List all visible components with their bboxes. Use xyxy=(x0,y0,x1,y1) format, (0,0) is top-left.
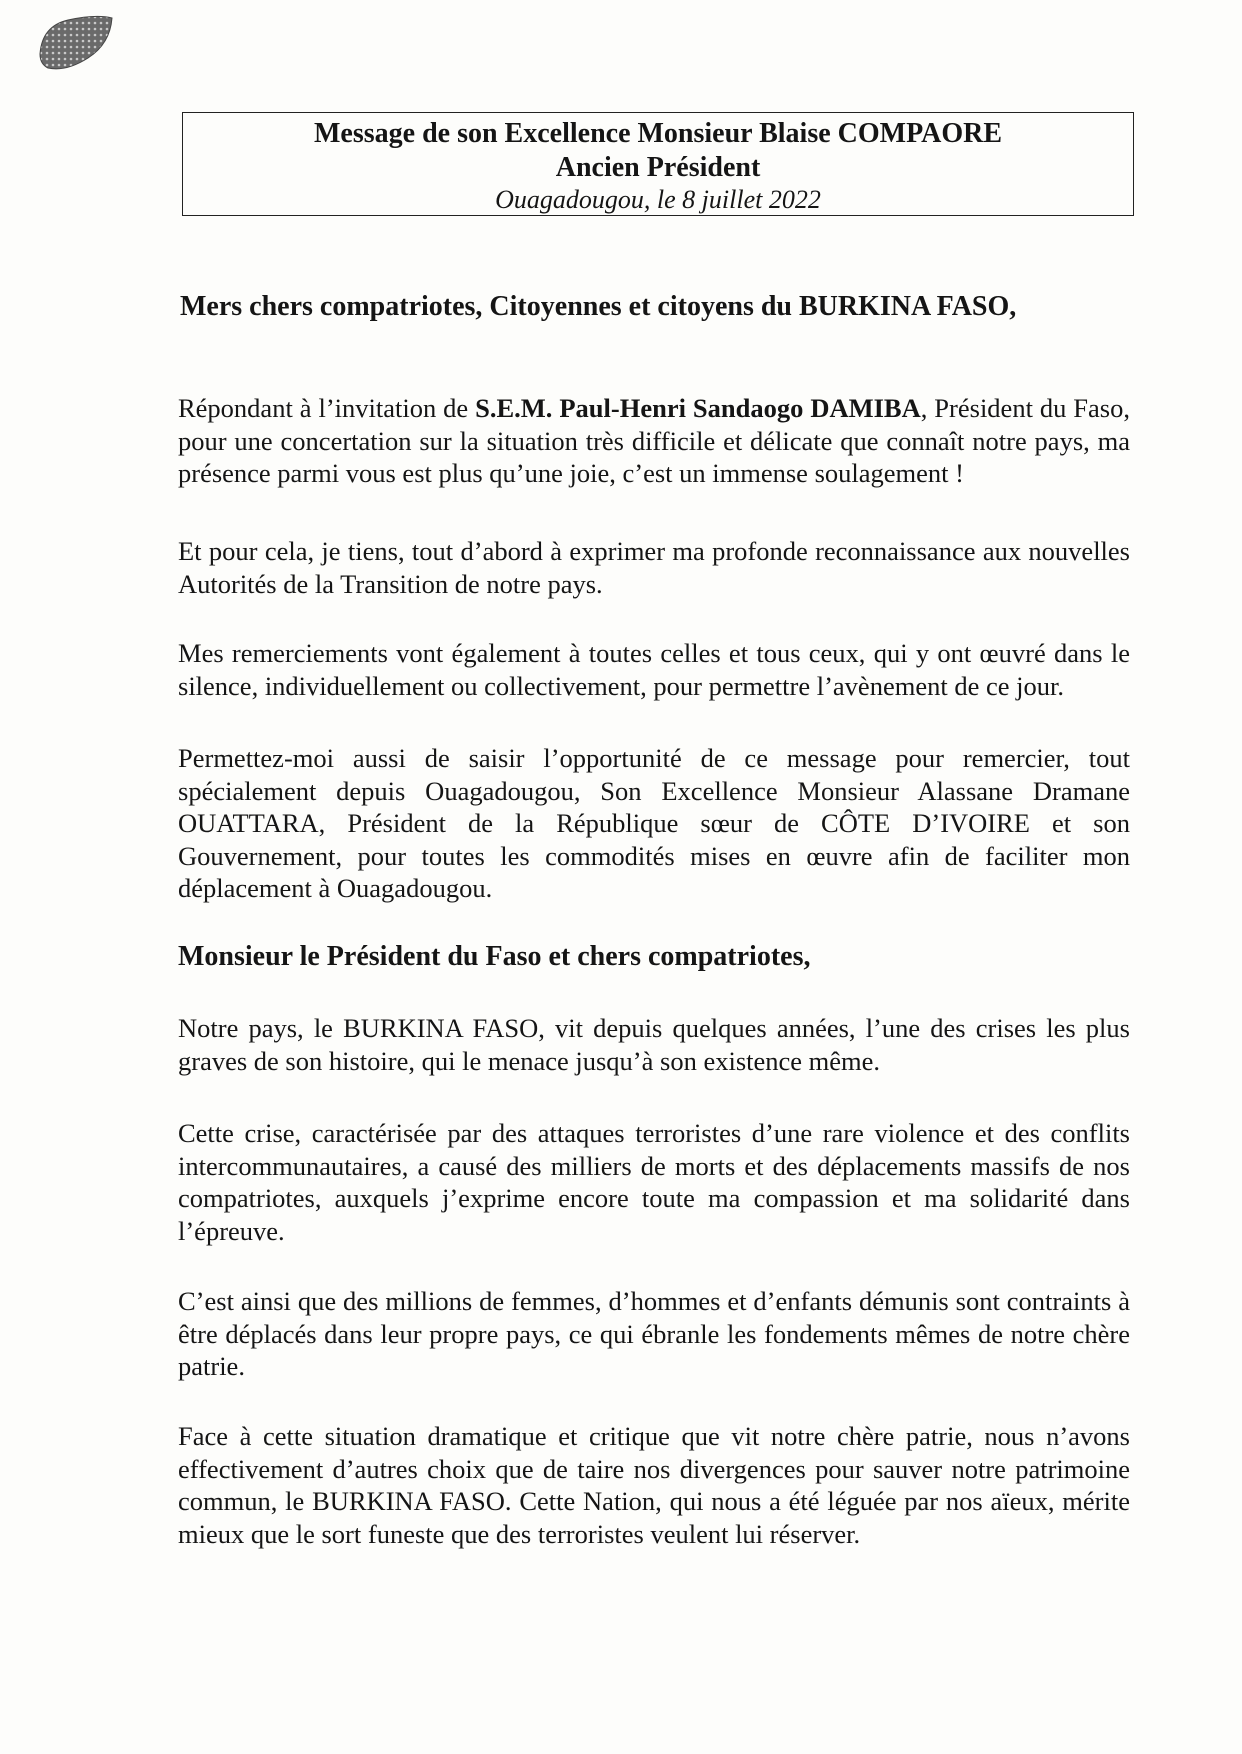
paragraph-invitation-start: Répondant à l’invitation de xyxy=(178,393,476,423)
paragraph-ivory-coast: Permettez-moi aussi de saisir l’opportunité de ce message pour remercier, tout spécialement depuis Ouagadougou, Son Excellence Monsieur Alassane Dramane OUATTARA, Président de la République sœur de CÔTE D’IVOIRE et son Gouvernement, pour toutes les commodités mises en œuvre afin de faciliter mon déplacement à Ouagadougou. xyxy=(178,743,1130,903)
header-box xyxy=(182,112,1134,216)
paragraph-gratitude: Et pour cela, je tiens, tout d’abord à exprimer ma profonde reconnaissance aux nouvelles Autorités de la Transition de notre pays. xyxy=(178,536,1130,599)
paragraph-terrorism: Cette crise, caractérisée par des attaques terroristes d’une rare violence et des conflits intercommunautaires, a causé des milliers de morts et des déplacements massifs de nos compatriotes, auxquels j’exprime encore toute ma compassion et ma solidarité dans l’épreuve. xyxy=(178,1118,1130,1246)
paragraph-displaced: C’est ainsi que des millions de femmes, d’hommes et d’enfants démunis sont contraints à être déplacés dans leur propre pays, ce qui ébranle les fondements mêmes de notre chère patrie. xyxy=(178,1286,1130,1381)
salutation-citizens: Mers chers compatriotes, Citoyennes et citoyens du BURKINA FASO, xyxy=(180,291,1017,322)
salutation-president: Monsieur le Président du Faso et chers compatriotes, xyxy=(178,941,811,972)
paragraph-thanks: Mes remerciements vont également à toutes celles et tous ceux, qui y ont œuvré dans le silence, individuellement ou collectivement, pour permettre l’avènement de ce jour. xyxy=(178,638,1130,701)
paragraph-invitation xyxy=(178,392,1130,490)
paragraph-nation: Face à cette situation dramatique et critique que vit notre chère patrie, nous n’avons effectivement d’autres choix que de taire nos divergences pour sauver notre patrimoine commun, le BURKINA FASO. Cette Nation, qui nous a été léguée par nos aïeux, mérite mieux que le sort funeste que des terroristes veulent lui réserver. xyxy=(178,1421,1130,1549)
header-title: Message de son Excellence Monsieur Blaise COMPAORE xyxy=(314,118,1002,149)
president-name: S.E.M. Paul-Henri Sandaogo DAMIBA xyxy=(475,393,921,423)
header-place-date: Ouagadougou, le 8 juillet 2022 xyxy=(495,185,821,214)
paragraph-crisis: Notre pays, le BURKINA FASO, vit depuis quelques années, l’une des crises les plus graves de son histoire, qui le menace jusqu’à son existence même. xyxy=(178,1013,1130,1076)
paragraph-invitation-end: , Président du Faso, pour une concertation sur la situation très difficile et délicate que connaît notre pays, ma présence parmi vous est plus qu’une joie, c’est un immense soulagement ! xyxy=(178,393,1130,488)
header-subtitle: Ancien Président xyxy=(555,152,761,183)
seal-stamp-icon xyxy=(38,14,114,72)
